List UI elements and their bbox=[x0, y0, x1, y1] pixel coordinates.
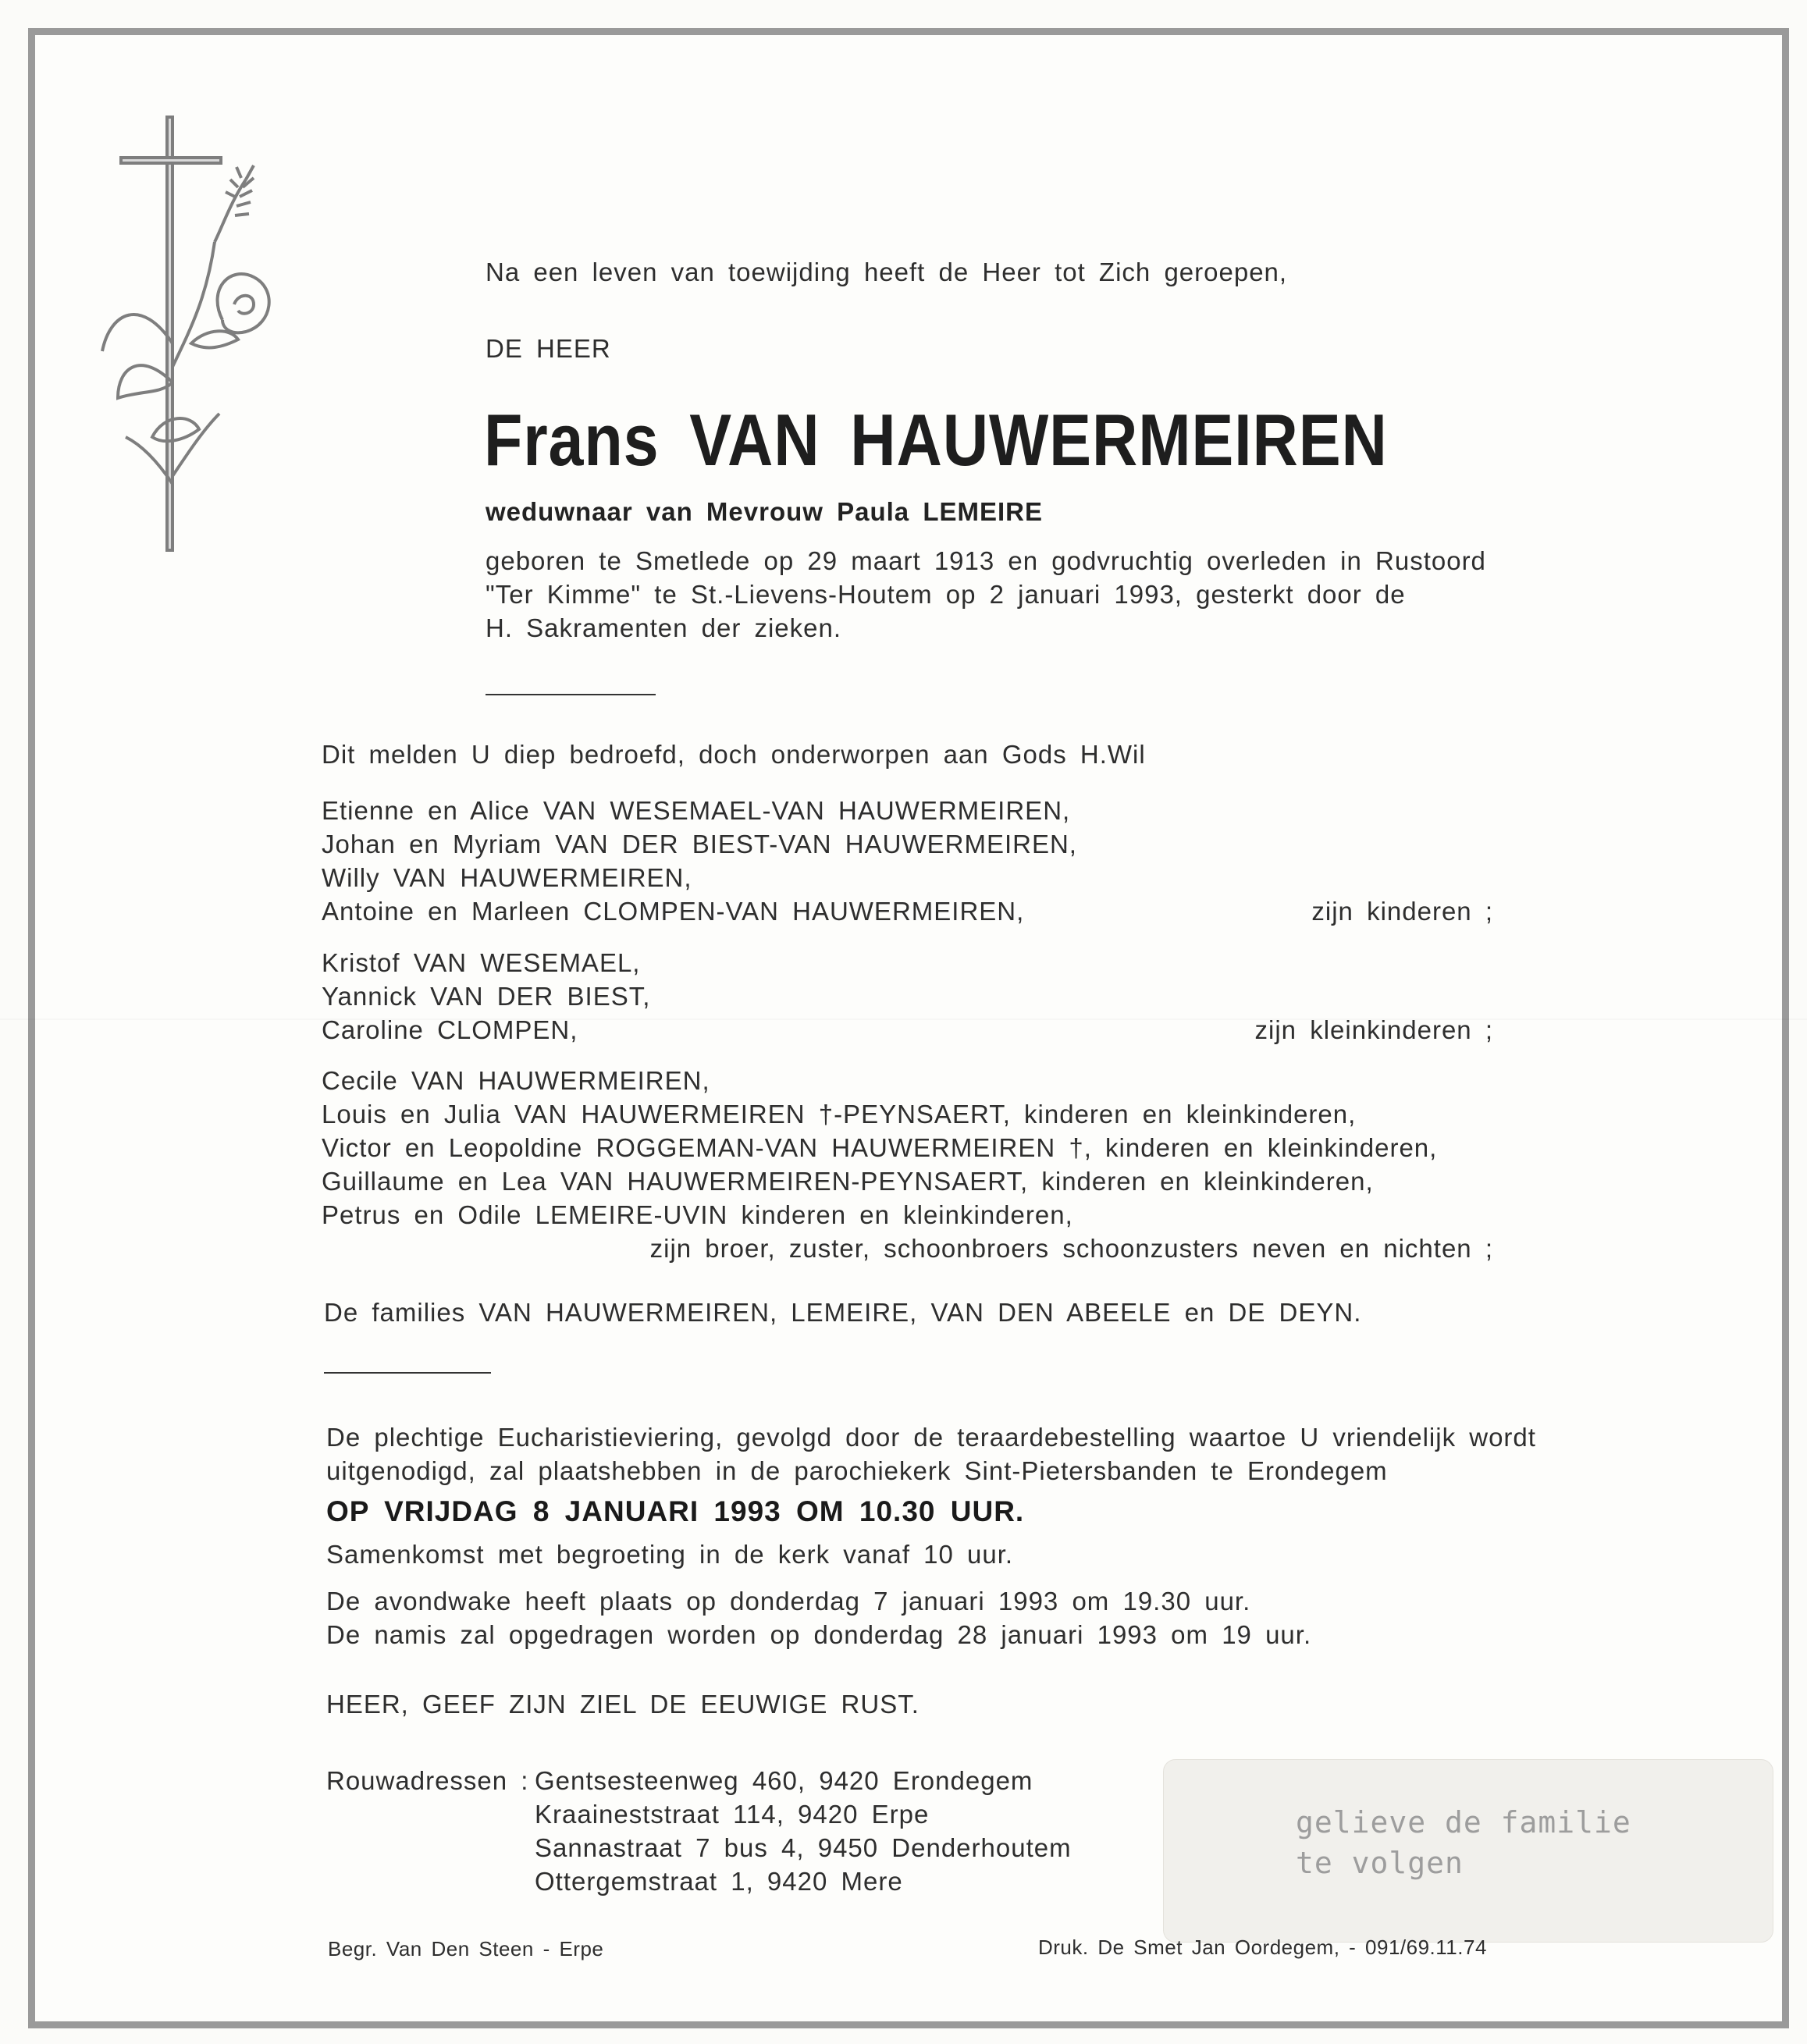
sibling-line: Louis en Julia VAN HAUWERMEIREN †-PEYNSAERT, kinderen en kleinkinderen, bbox=[322, 1100, 1357, 1129]
mass-text: De namis zal opgedragen worden op donderdag 28 januari 1993 om 19 uur. bbox=[326, 1620, 1312, 1649]
deceased-name: Frans VAN HAUWERMEIREN bbox=[484, 399, 1388, 481]
child-line: Antoine en Marleen CLOMPEN-VAN HAUWERMEIREN, bbox=[322, 897, 1025, 926]
service-text: De plechtige Eucharistieviering, gevolgd door de teraardebestelling waartoe U vriendelijk wordt bbox=[326, 1423, 1536, 1452]
meeting-text: Samenkomst met begroeting in de kerk vanaf 10 uur. bbox=[326, 1540, 1014, 1569]
child-line: Etienne en Alice VAN WESEMAEL-VAN HAUWERMEIREN, bbox=[322, 796, 1071, 825]
children-label: zijn kinderen ; bbox=[1311, 897, 1493, 926]
address-line: Sannastraat 7 bus 4, 9450 Denderhoutem bbox=[535, 1833, 1072, 1862]
grandchild-line: Kristof VAN WESEMAEL, bbox=[322, 948, 641, 977]
siblings-label: zijn broer, zuster, schoonbroers schoonzusters neven en nichten ; bbox=[649, 1234, 1493, 1263]
undertaker-text: Begr. Van Den Steen - Erpe bbox=[328, 1937, 604, 1960]
family-intro: Dit melden U diep bedroefd, doch onderworpen aan Gods H.Wil bbox=[322, 740, 1146, 769]
grandchild-line: Yannick VAN DER BIEST, bbox=[322, 982, 651, 1011]
cross-flower-icon bbox=[98, 109, 308, 562]
stamp-line: te volgen bbox=[1296, 1846, 1464, 1880]
intro-text: Na een leven van toewijding heeft de Heer tot Zich geroepen, bbox=[486, 258, 1288, 286]
title-text: DE HEER bbox=[486, 334, 611, 363]
sibling-line: Cecile VAN HAUWERMEIREN, bbox=[322, 1066, 710, 1095]
bio-line: geboren te Smetlede op 29 maart 1913 en godvruchtig overleden in Rustoord bbox=[486, 546, 1486, 575]
bio-line: H. Sakramenten der zieken. bbox=[486, 613, 842, 642]
vigil-text: De avondwake heeft plaats op donderdag 7 januari 1993 om 19.30 uur. bbox=[326, 1587, 1251, 1616]
stamp-card bbox=[1163, 1759, 1773, 1943]
child-line: Johan en Myriam VAN DER BIEST-VAN HAUWERMEIREN, bbox=[322, 830, 1077, 858]
sibling-line: Guillaume en Lea VAN HAUWERMEIREN-PEYNSAERT, kinderen en kleinkinderen, bbox=[322, 1167, 1374, 1196]
families-line: De families VAN HAUWERMEIREN, LEMEIRE, VAN DEN ABEELE en DE DEYN. bbox=[324, 1298, 1362, 1327]
grandchild-line: Caroline CLOMPEN, bbox=[322, 1015, 578, 1044]
service-date: OP VRIJDAG 8 JANUARI 1993 OM 10.30 UUR. bbox=[326, 1495, 1025, 1527]
addresses-label: Rouwadressen : bbox=[326, 1766, 529, 1795]
grandchildren-label: zijn kleinkinderen ; bbox=[1254, 1015, 1493, 1044]
service-text: uitgenodigd, zal plaatshebben in de parochiekerk Sint-Pietersbanden te Erondegem bbox=[326, 1456, 1388, 1485]
stamp-line: gelieve de familie bbox=[1296, 1805, 1631, 1840]
address-line: Kraaineststraat 114, 9420 Erpe bbox=[535, 1800, 930, 1829]
spouse-text: weduwnaar van Mevrouw Paula LEMEIRE bbox=[486, 497, 1043, 526]
sibling-line: Victor en Leopoldine ROGGEMAN-VAN HAUWERMEIREN †, kinderen en kleinkinderen, bbox=[322, 1133, 1438, 1162]
sibling-line: Petrus en Odile LEMEIRE-UVIN kinderen en kleinkinderen, bbox=[322, 1200, 1073, 1229]
address-line: Ottergemstraat 1, 9420 Mere bbox=[535, 1867, 903, 1896]
prayer-text: HEER, GEEF ZIJN ZIEL DE EEUWIGE RUST. bbox=[326, 1690, 920, 1719]
divider bbox=[324, 1372, 491, 1374]
fold-line bbox=[0, 1018, 1807, 1020]
divider bbox=[486, 694, 656, 695]
address-line: Gentsesteenweg 460, 9420 Erondegem bbox=[535, 1766, 1033, 1795]
printer-text: Druk. De Smet Jan Oordegem, - 091/69.11.74 bbox=[1038, 1936, 1487, 1959]
bio-line: "Ter Kimme" te St.-Lievens-Houtem op 2 januari 1993, gesterkt door de bbox=[486, 580, 1406, 609]
child-line: Willy VAN HAUWERMEIREN, bbox=[322, 863, 692, 892]
